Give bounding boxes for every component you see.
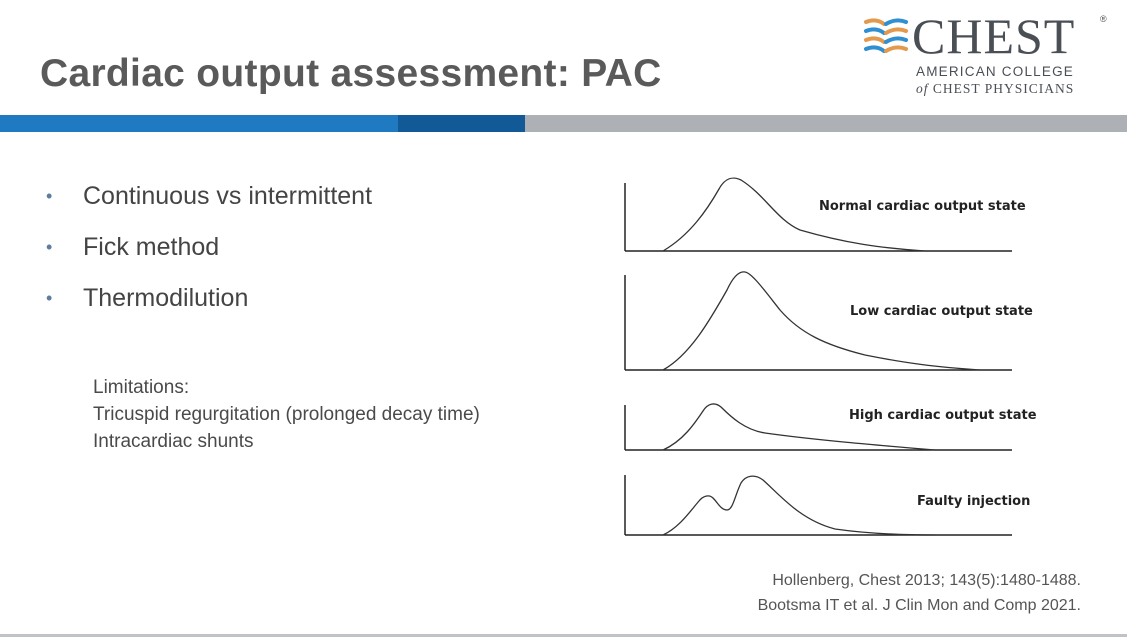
bullet-text: Continuous vs intermittent [83, 182, 373, 210]
logo-subtitle-of: of [916, 81, 929, 96]
curve-low [663, 272, 980, 370]
curve-label-normal: Normal cardiac output state [819, 199, 1026, 214]
curve-panel-low [625, 272, 1033, 370]
limitations-block [93, 374, 523, 455]
limitation-item: Intracardiac shunts [93, 431, 254, 452]
bullet-item [46, 278, 372, 329]
references [758, 568, 1081, 618]
limitation-item: Tricuspid regurgitation (prolonged decay time) [93, 404, 480, 425]
reference-item: Hollenberg, Chest 2013; 143(5):1480-1488. [772, 572, 1081, 589]
logo-subtitle-line1: AMERICAN COLLEGE [916, 64, 1074, 79]
chest-logo [862, 8, 1112, 100]
chest-logo-mark-icon [862, 16, 910, 56]
curve-label-faulty: Faulty injection [917, 494, 1031, 509]
bullet-item [46, 176, 372, 227]
header-band-gray [525, 115, 1127, 132]
curve-normal [663, 178, 925, 251]
curve-panel-faulty [625, 475, 1030, 535]
header-band-navy [398, 115, 525, 132]
limitations-heading: Limitations: [93, 377, 190, 398]
curve-faulty [663, 476, 935, 535]
bullet-list [46, 176, 372, 329]
bullet-item [46, 227, 372, 278]
chest-wordmark: CHEST [912, 8, 1076, 64]
bullet-dot-icon: • [46, 186, 53, 206]
bullet-dot-icon: • [46, 288, 53, 308]
header-band-blue [0, 115, 398, 132]
bullet-text: Fick method [83, 233, 220, 261]
reference-item: Bootsma IT et al. J Clin Mon and Comp 2021. [757, 597, 1081, 614]
curve-panel-high [625, 404, 1037, 450]
slide-title: Cardiac output assessment: PAC [40, 52, 662, 95]
thermodilution-curves-figure [615, 165, 1045, 545]
curve-label-high: High cardiac output state [849, 408, 1037, 423]
logo-subtitle-rest: CHEST PHYSICIANS [932, 81, 1075, 96]
curve-label-low: Low cardiac output state [850, 304, 1033, 319]
bullet-text: Thermodilution [83, 284, 249, 312]
curve-panel-normal [625, 178, 1026, 251]
bullet-dot-icon: • [46, 237, 53, 257]
logo-subtitle-line2 [916, 81, 1074, 97]
registered-mark: ® [1100, 14, 1107, 24]
